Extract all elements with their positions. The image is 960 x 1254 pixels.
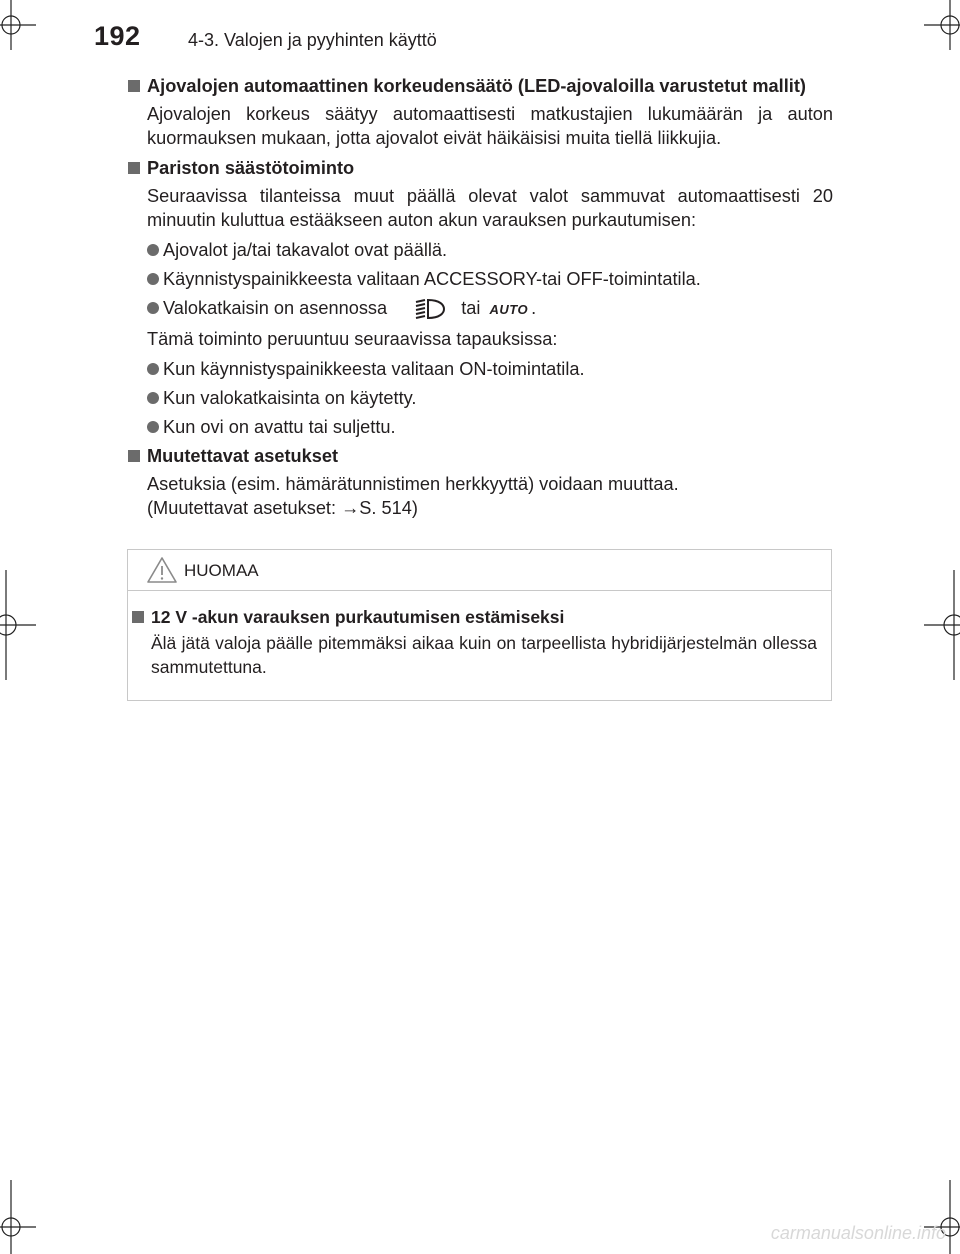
section-heading	[127, 74, 833, 98]
heading-text: Pariston säästötoiminto	[147, 158, 355, 178]
list-item	[147, 267, 833, 291]
section-heading	[127, 444, 833, 468]
watermark: carmanualsonline.info	[770, 1223, 946, 1243]
section-heading	[127, 156, 833, 180]
body-paragraph: Seuraavissa tilanteissa muut päällä olevat valot sammuvat automaattisesti 20 minuutin kuluttua estääkseen auton akun varauksen purkautumisen:	[147, 186, 833, 230]
main-content	[127, 74, 833, 524]
page-number: 192	[94, 21, 141, 51]
list-item	[147, 238, 833, 262]
list-item-text: Kun ovi on avattu tai suljettu.	[163, 417, 396, 437]
crop-mark-top-left	[0, 0, 40, 50]
headlight-icon	[402, 297, 450, 321]
page-reference-link[interactable]: (Muutettavat asetukset: →S. 514)	[147, 498, 418, 518]
running-head: 4-3. Valojen ja pyyhinten käyttö	[188, 30, 437, 50]
list-item	[147, 296, 833, 322]
circle-bullet-icon	[147, 392, 159, 404]
square-bullet-icon	[128, 450, 140, 462]
list-item	[147, 357, 833, 381]
warning-icon	[146, 556, 178, 584]
body-line: Asetuksia (esim. hämärätunnistimen herkkyyttä) voidaan muuttaa.	[147, 474, 679, 494]
list-item-text	[163, 296, 536, 322]
list-item-text: Kun valokatkaisinta on käytetty.	[163, 388, 417, 408]
circle-bullet-icon	[147, 302, 159, 314]
circle-bullet-icon	[147, 421, 159, 433]
square-bullet-icon	[128, 80, 140, 92]
notice-box	[127, 549, 832, 701]
list-item-text-middle: tai	[461, 298, 481, 318]
crop-mark-top-right	[920, 0, 960, 50]
body-paragraph: Tämä toiminto peruuntuu seuraavissa tapauksissa:	[147, 329, 558, 349]
circle-bullet-icon	[147, 244, 159, 256]
notice-body	[128, 591, 831, 679]
crop-mark-mid-right	[920, 570, 960, 680]
auto-symbol-icon: AUTO	[489, 302, 529, 317]
body-paragraph	[147, 472, 833, 520]
square-bullet-icon	[128, 162, 140, 174]
list-item-text: Kun käynnistyspainikkeesta valitaan ON-toimintatila.	[163, 359, 585, 379]
notice-paragraph: Älä jätä valoja päälle pitemmäksi aikaa kuin on tarpeellista hybridijärjestelmän ollessa sammutettuna.	[151, 633, 817, 677]
notice-heading-text: 12 V -akun varauksen purkautumisen estämiseksi	[151, 607, 565, 627]
notice-title: HUOMAA	[184, 561, 259, 580]
heading-text: Ajovalojen automaattinen korkeudensäätö (LED-ajovaloilla varustetut mallit)	[147, 76, 806, 96]
section-auto-leveling	[127, 74, 833, 150]
list-item-text-suffix: .	[531, 298, 537, 318]
body-paragraph: Ajovalojen korkeus säätyy automaattisesti matkustajien lukumäärän ja auton kuormauksen mukaan, jotta ajovalot eivät häikäisisi muita tiellä liikkujia.	[147, 104, 833, 148]
heading-text: Muutettavat asetukset	[147, 446, 339, 466]
notice-header	[128, 550, 831, 591]
list-item	[147, 386, 833, 410]
circle-bullet-icon	[147, 363, 159, 375]
circle-bullet-icon	[147, 273, 159, 285]
list-item-text-prefix: Valokatkaisin on asennossa	[163, 298, 388, 318]
square-bullet-icon	[132, 611, 144, 623]
notice-heading	[131, 605, 831, 629]
section-customizable	[127, 444, 833, 520]
list-item-text: Käynnistyspainikkeesta valitaan ACCESSORY-tai OFF-toimintatila.	[163, 269, 701, 289]
section-battery-saver	[127, 156, 833, 439]
list-item-text: Ajovalot ja/tai takavalot ovat päällä.	[163, 240, 448, 260]
crop-mark-mid-left	[0, 570, 40, 680]
list-item	[147, 415, 833, 439]
crop-mark-bottom-left	[0, 1180, 40, 1254]
